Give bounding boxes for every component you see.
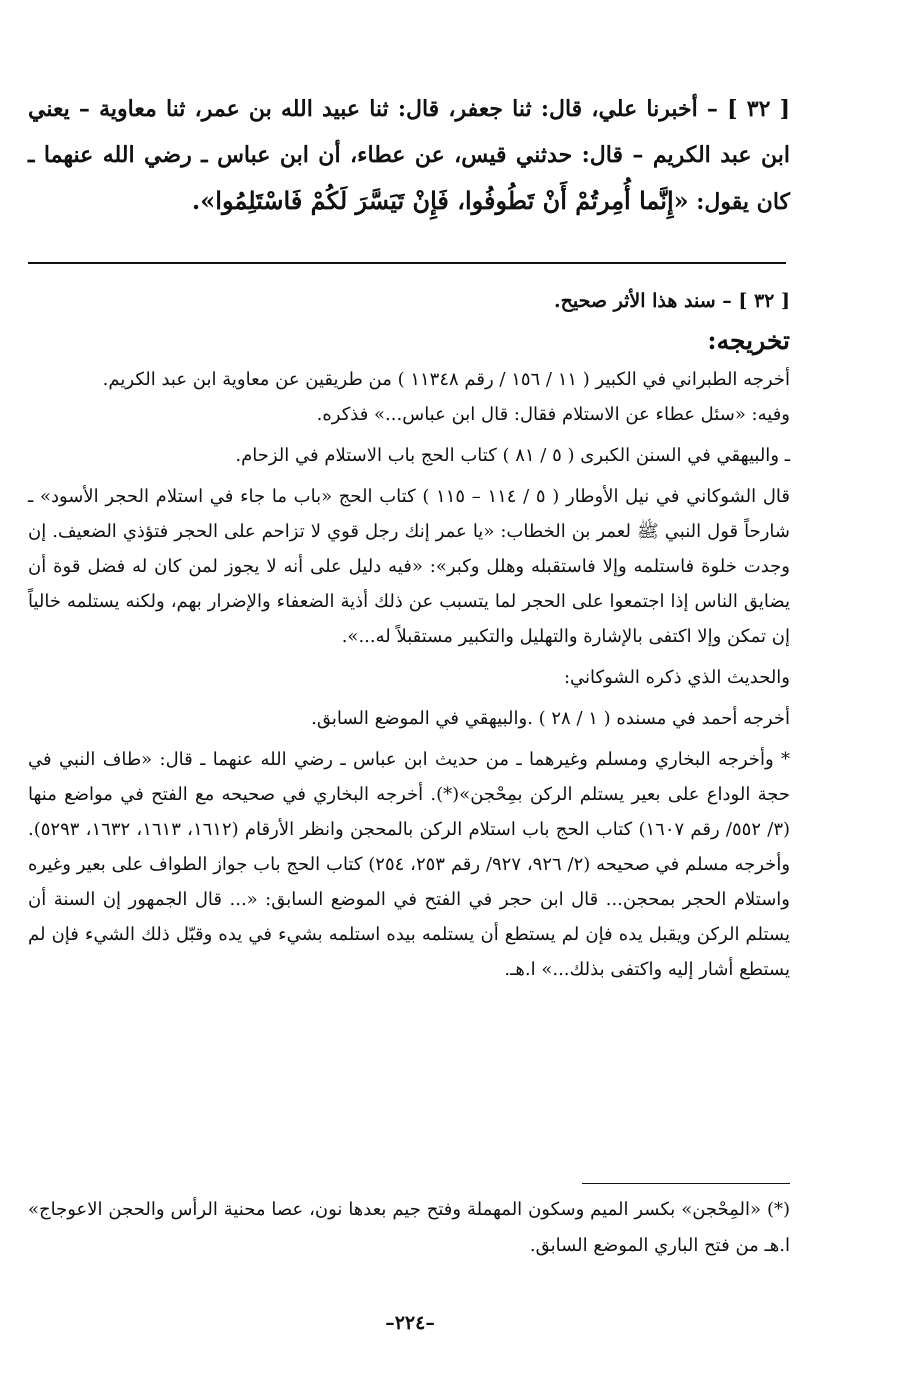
main-divider bbox=[28, 262, 786, 264]
page-number: –٢٢٤– bbox=[385, 1312, 435, 1334]
commentary-paragraph: * وأخرجه البخاري ومسلم وغيرهما ـ من حديث ابن عباس ـ رضي الله عنهما ـ قال: «طاف النبي في حجة الوداع على بعير يستلم الركن بمِحْجن»(*). أخرجه البخاري في صحيحه مع الفتح في مواضع منها (٣/ ٥٥٢/ رقم ١٦٠٧) كتاب الحج باب استلام الركن بالمحجن وانظر الأرقام (١٦١٢، ١٦١٣، ١٦٣٢، ٥٢٩٣). وأخرجه مسلم في صحيحه (٢/ ٩٢٦، ٩٢٧/ رقم ٢٥٣، ٢٥٤) كتاب الحج باب جواز الطواف على بعير وغيره واستلام الحجر بمحجن... قال ابن حجر في الفتح في الموضع السابق: «... قال الجمهور إن السنة أن يستلم الركن ويقبل يده فإن لم يستطع أن يستلمه بيده استلمه بشيء في يده وقبّل ذلك الشيء فإن لم يستطع أشار إليه واكتفى بذلك...» ا.هـ. bbox=[28, 749, 791, 980]
commentary-paragraph: أخرجه أحمد في مسنده ( ١ / ٢٨ ) .والبيهقي في الموضع السابق. bbox=[311, 708, 790, 729]
footnote bbox=[28, 1192, 790, 1264]
commentary-paragraph: ـ والبيهقي في السنن الكبرى ( ٥ / ٨١ ) كتاب الحج باب الاستلام في الزحام. bbox=[235, 445, 790, 466]
footnote-divider bbox=[582, 1183, 790, 1184]
takhrij-heading: تخريجه: bbox=[707, 326, 790, 355]
commentary-heading: [ ٣٢ ] – سند هذا الأثر صحيح. bbox=[553, 290, 790, 312]
hadith-text bbox=[28, 86, 790, 225]
commentary-paragraph: والحديث الذي ذكره الشوكاني: bbox=[563, 667, 790, 688]
commentary-block bbox=[28, 282, 790, 987]
commentary-paragraph: قال الشوكاني في نيل الأوطار ( ٥ / ١١٤ – ١١٥ ) كتاب الحج «باب ما جاء في استلام الحجر الأسود» ـ شارحاً قول النبي ﷺ لعمر بن الخطاب: «يا عمر إنك رجل قوي لا تزاحم على الحجر فتؤذي الضعيف. إن وجدت خلوة فاستلمه وإلا فاستقبله وهلل وكبر»: «فيه دليل على أنه لا يجوز لمن كان له فضل قوة أن يضايق الناس إذا اجتمعوا على الحجر لما يتسبب عن ذلك أذية الضعفاء والإضرار بهم، ولكنه يستلمه خالياً إن تمكن وإلا اكتفى بالإشارة والتهليل والتكبير مستقبلاً له...». bbox=[28, 486, 790, 647]
hadith-quote: «إِنَّما أُمِرتُمْ أَنْ تَطُوفُوا، فَإِنْ تَيَسَّرَ لَكُمْ فَاسْتَلِمُوا». bbox=[191, 186, 689, 215]
hadith-block bbox=[28, 86, 790, 225]
commentary-paragraph: أخرجه الطبراني في الكبير ( ١١ / ١٥٦ / رقم ١١٣٤٨ ) من طريقين عن معاوية ابن عبد الكريم. bbox=[102, 369, 790, 390]
hadith-chain: [ ٣٢ ] – أخبرنا علي، قال: ثنا جعفر، قال: ثنا عبيد الله بن عمر، ثنا معاوية – يعني ابن عبد الكريم – قال: حدثني قيس، عن عطاء، أن ابن عباس ـ رضي الله عنهما ـ كان يقول: bbox=[28, 96, 790, 215]
commentary-paragraph: وفيه: «سئل عطاء عن الاستلام فقال: قال ابن عباس...» فذكره. bbox=[316, 404, 790, 425]
footnote-text: (*) «المِحْجن» بكسر الميم وسكون المهملة وفتح جيم بعدها نون، عصا محنية الرأس والحجن الاعوجاج» ا.هـ من فتح الباري الموضع السابق. bbox=[28, 1199, 790, 1256]
